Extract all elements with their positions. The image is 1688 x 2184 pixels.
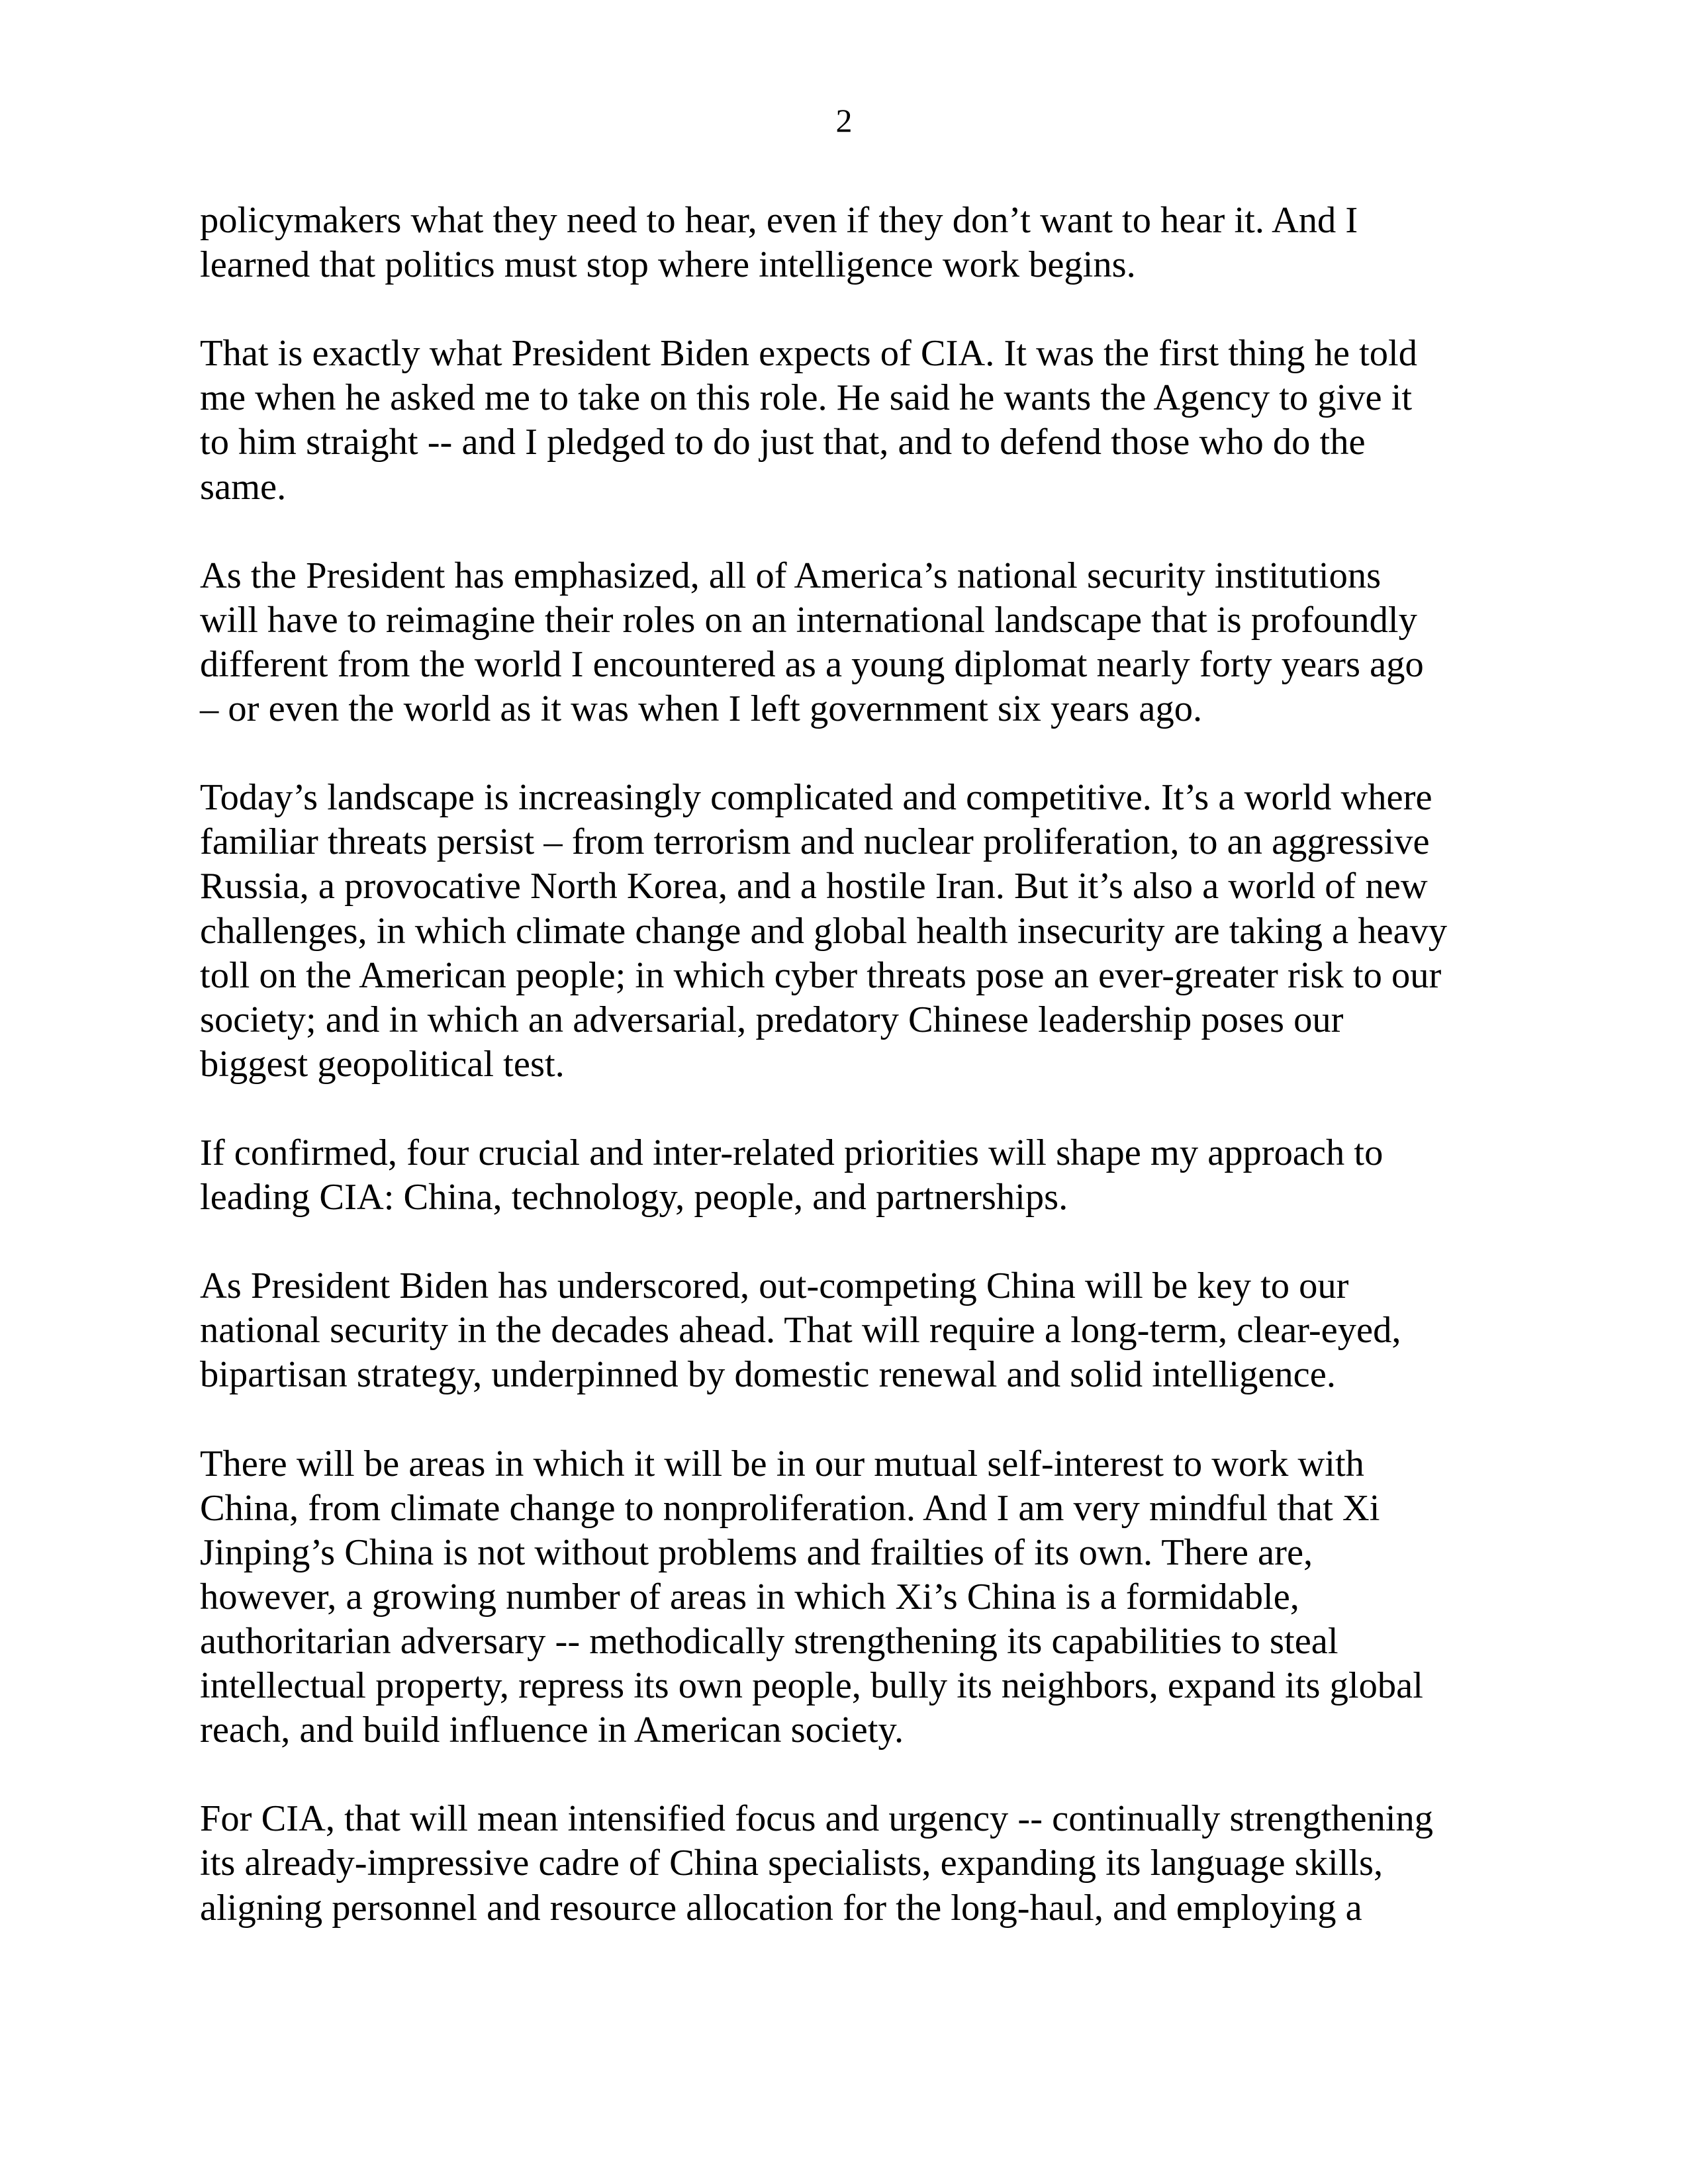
text-line: Today’s landscape is increasingly complicated and competitive. It’s a world where <box>200 777 1432 819</box>
text-line: reach, and build influence in American society. <box>200 1709 904 1751</box>
text-line: to him straight -- and I pledged to do just that, and to defend those who do the <box>200 422 1366 463</box>
text-line: authoritarian adversary -- methodically strengthening its capabilities to steal <box>200 1621 1338 1662</box>
text-line: different from the world I encountered as a young diplomat nearly forty years ago <box>200 643 1424 685</box>
text-line: bipartisan strategy, underpinned by domestic renewal and solid intelligence. <box>200 1354 1336 1396</box>
text-line: leading CIA: China, technology, people, and partnerships. <box>200 1177 1068 1218</box>
text-line: As President Biden has underscored, out-competing China will be key to our <box>200 1265 1349 1307</box>
paragraph <box>200 554 1511 731</box>
text-line: me when he asked me to take on this role. He said he wants the Agency to give it <box>200 377 1413 419</box>
text-line: intellectual property, repress its own people, bully its neighbors, expand its global <box>200 1665 1423 1707</box>
text-line: biggest geopolitical test. <box>200 1043 565 1085</box>
text-line: society; and in which an adversarial, predatory Chinese leadership poses our <box>200 999 1344 1040</box>
paragraph <box>200 776 1511 1087</box>
text-line: That is exactly what President Biden expects of CIA. It was the first thing he told <box>200 333 1417 375</box>
paragraph <box>200 1797 1511 1930</box>
text-line: – or even the world as it was when I left government six years ago. <box>200 688 1203 730</box>
text-line: aligning personnel and resource allocation for the long-haul, and employing a <box>200 1887 1362 1929</box>
text-line: policymakers what they need to hear, even if they don’t want to hear it. And I <box>200 200 1358 241</box>
text-line: its already-impressive cadre of China specialists, expanding its language skills, <box>200 1843 1383 1884</box>
paragraph <box>200 199 1511 287</box>
text-line: Jinping’s China is not without problems and frailties of its own. There are, <box>200 1531 1313 1573</box>
text-line: China, from climate change to nonproliferation. And I am very mindful that Xi <box>200 1487 1380 1529</box>
text-line: familiar threats persist – from terrorism and nuclear proliferation, to an aggressive <box>200 821 1430 863</box>
text-line: toll on the American people; in which cyber threats pose an ever-greater risk to our <box>200 954 1442 996</box>
text-line: challenges, in which climate change and global health insecurity are taking a heavy <box>200 910 1448 952</box>
text-line: same. <box>200 466 287 508</box>
paragraph <box>200 332 1511 509</box>
text-line: There will be areas in which it will be in our mutual self-interest to work with <box>200 1443 1364 1484</box>
paragraph <box>200 1442 1511 1753</box>
paragraph <box>200 1131 1511 1220</box>
text-line: however, a growing number of areas in which Xi’s China is a formidable, <box>200 1576 1299 1617</box>
text-line: national security in the decades ahead. That will require a long-term, clear-eyed, <box>200 1310 1401 1351</box>
text-line: learned that politics must stop where intelligence work begins. <box>200 244 1136 286</box>
text-line: As the President has emphasized, all of America’s national security institutions <box>200 555 1382 596</box>
text-line: Russia, a provocative North Korea, and a hostile Iran. But it’s also a world of new <box>200 866 1428 907</box>
page-number: 2 <box>835 102 853 139</box>
document-body <box>200 199 1511 1975</box>
paragraph <box>200 1264 1511 1397</box>
text-line: If confirmed, four crucial and inter-related priorities will shape my approach to <box>200 1132 1383 1173</box>
text-line: For CIA, that will mean intensified focus and urgency -- continually strengthening <box>200 1798 1434 1840</box>
text-line: will have to reimagine their roles on an international landscape that is profoundly <box>200 599 1417 641</box>
